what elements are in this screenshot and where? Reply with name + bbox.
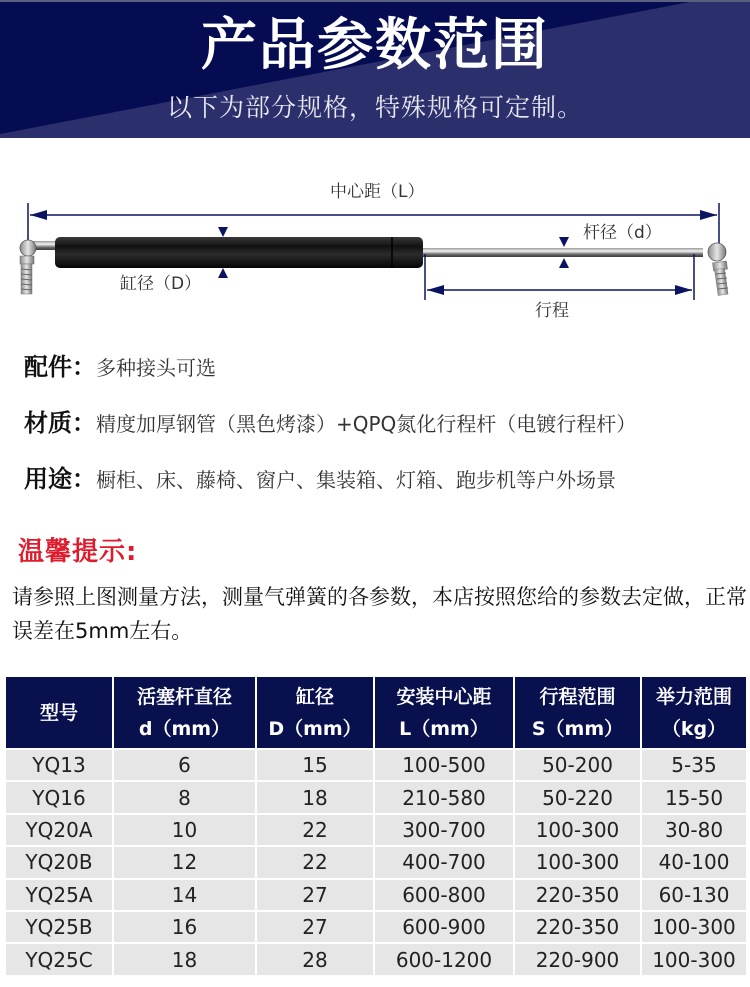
spec-accessories	[24, 352, 216, 383]
cell-force-range: 5-35	[641, 749, 747, 781]
page-title: 产品参数范围	[201, 13, 549, 78]
cell-cylinder-diameter: 22	[256, 814, 374, 846]
table-row	[5, 781, 747, 813]
spec-usage	[24, 464, 616, 495]
cell-stroke-range: 100-300	[514, 814, 641, 846]
cell-cylinder-diameter: 18	[256, 781, 374, 813]
cell-center-distance: 600-800	[374, 879, 514, 911]
cell-model: YQ13	[5, 749, 113, 781]
cylinder-body	[55, 237, 423, 268]
spec-material	[24, 408, 636, 439]
cell-model: YQ25B	[5, 911, 113, 943]
table-header-row	[5, 676, 747, 749]
cell-force-range: 15-50	[641, 781, 747, 813]
cell-stroke-range: 50-220	[514, 781, 641, 813]
cell-rod-diameter: 16	[113, 911, 256, 943]
spec-value: 精度加厚钢管（黑色烤漆）+QPQ氮化行程杆（电镀行程杆）	[96, 412, 637, 436]
cell-stroke-range: 220-350	[514, 879, 641, 911]
cell-model: YQ25A	[5, 879, 113, 911]
tip-title: 温馨提示:	[18, 537, 138, 567]
cell-cylinder-diameter: 22	[256, 846, 374, 878]
spec-table	[4, 675, 748, 977]
cell-center-distance: 600-900	[374, 911, 514, 943]
cell-rod-diameter: 14	[113, 879, 256, 911]
header-cylinder-diameter: 缸径 D（mm）	[256, 676, 374, 749]
cell-stroke-range: 100-300	[514, 846, 641, 878]
banner-top-line	[0, 0, 750, 2]
header-center-distance: 安装中心距 L（mm）	[374, 676, 514, 749]
cell-force-range: 40-100	[641, 846, 747, 878]
cell-model: YQ20A	[5, 814, 113, 846]
header-rod-diameter: 活塞杆直径 d（mm）	[113, 676, 256, 749]
cell-stroke-range: 220-900	[514, 943, 641, 975]
cell-rod-diameter: 12	[113, 846, 256, 878]
cell-cylinder-diameter: 27	[256, 911, 374, 943]
table-row	[5, 749, 747, 781]
cell-force-range: 30-80	[641, 814, 747, 846]
cell-rod-diameter: 10	[113, 814, 256, 846]
cell-center-distance: 300-700	[374, 814, 514, 846]
cell-model: YQ20B	[5, 846, 113, 878]
table-row	[5, 911, 747, 943]
cell-force-range: 60-130	[641, 879, 747, 911]
spec-value: 多种接头可选	[96, 356, 216, 380]
stroke-dimension	[425, 254, 694, 300]
table-row	[5, 846, 747, 878]
cell-model: YQ16	[5, 781, 113, 813]
page-subtitle: 以下为部分规格，特殊规格可定制。	[166, 93, 583, 122]
table-row	[5, 879, 747, 911]
cylinder-diameter-label: 缸径（D）	[120, 274, 202, 294]
cell-model: YQ25C	[5, 943, 113, 975]
piston-rod	[423, 248, 703, 257]
cell-rod-diameter: 6	[113, 749, 256, 781]
cell-force-range: 100-300	[641, 943, 747, 975]
cell-rod-diameter: 18	[113, 943, 256, 975]
cell-cylinder-diameter: 27	[256, 879, 374, 911]
center-distance-label: 中心距（L）	[330, 182, 425, 202]
gas-spring-diagram	[0, 170, 750, 330]
cell-center-distance: 100-500	[374, 749, 514, 781]
cell-center-distance: 210-580	[374, 781, 514, 813]
cell-cylinder-diameter: 28	[256, 943, 374, 975]
spec-value: 橱柜、床、藤椅、窗户、集装箱、灯箱、跑步机等户外场景	[96, 468, 616, 492]
spec-key: 用途：	[24, 465, 96, 493]
spec-key: 配件：	[24, 353, 96, 381]
left-ball-joint	[20, 240, 58, 294]
stroke-label: 行程	[535, 301, 569, 321]
table-row	[5, 814, 747, 846]
header-stroke-range: 行程范围 S（mm）	[514, 676, 641, 749]
header-force-range: 举力范围 （kg）	[641, 676, 747, 749]
header-model: 型号	[5, 676, 113, 749]
cell-rod-diameter: 8	[113, 781, 256, 813]
cell-force-range: 100-300	[641, 911, 747, 943]
cell-stroke-range: 50-200	[514, 749, 641, 781]
spec-key: 材质：	[24, 409, 96, 437]
right-ball-joint	[708, 243, 728, 295]
cell-cylinder-diameter: 15	[256, 749, 374, 781]
tip-body: 请参照上图测量方法，测量气弹簧的各参数，本店按照您给的参数去定做，正常误差在5mm左右。	[12, 585, 747, 643]
header-banner	[0, 0, 750, 138]
cell-center-distance: 400-700	[374, 846, 514, 878]
cell-stroke-range: 220-350	[514, 911, 641, 943]
rod-diameter-label: 杆径（d）	[583, 223, 662, 243]
table-row	[5, 943, 747, 975]
cell-center-distance: 600-1200	[374, 943, 514, 975]
